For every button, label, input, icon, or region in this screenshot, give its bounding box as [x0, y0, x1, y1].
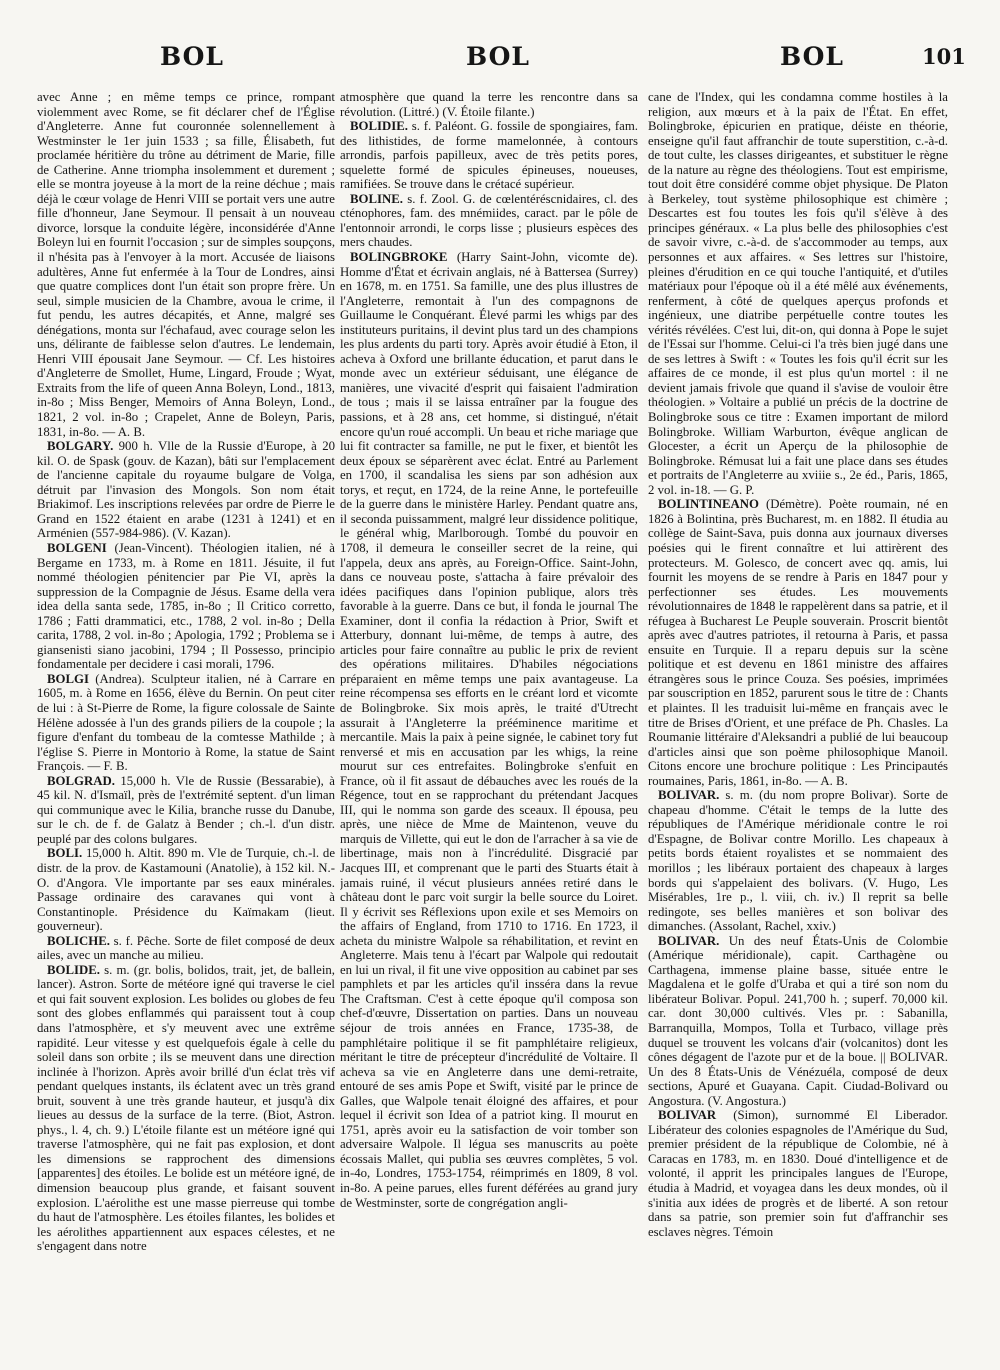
- entry-headword: BOLGI: [47, 671, 89, 686]
- entry-headword: BOLINE.: [350, 191, 403, 206]
- entry-text: s. m. (gr. bolis, bolidos, trait, jet, de ballein, lancer). Astron. Sorte de météore igné qui traverse le ciel et qui fait souvent explosion. Les bolides ou globes de feu sont des globes enflammés qui paraissent tout à coup dans l'atmosphère, et s'y meuvent avec une extrême rapidité. Leur vitesse y est quelquefois égale à celle du soleil dans son orbite ; ils se meuvent dans une direction inclinée à l'horizon. Après avoir brillé d'un éclat très vif pendant quelques instants, ils éclatent avec un très grand bruit, souvent à une très grande hauteur, et jusqu'à dix lieues au dessus de la surface de la terre. (Biot, Astron. phys., l. 4, ch. 9.) L'étoile filante est un météore igné qui traverse l'atmosphère, qui ne fait pas explosion, et dont les dimensions se rapprochent des dimensions [apparentes] des étoiles. Le bolide est un météore igné, de dimension beaucoup plus grande, et faisant souvent explosion. L'aérolithe est une masse pierreuse qui tombe du haut de l'atmosphère. Les étoiles filantes, les bolides et les aérolithes appartiennent aux espaces célestes, et ne s'engagent dans notre: [37, 962, 335, 1254]
- entry-text: s. m. (du nom propre Bolivar). Sorte de chapeau d'homme. C'était le temps de la lutte des républiques de l'Amérique méridionale contre le roi d'Espagne, de Bolivar contre Morillo. Les chapeaux à petits bords étaient royalistes et se nommaient des morillos ; les libéraux portaient des chapeaux à larges bords qui s'appelaient des bolivars. (V. Hugo, Les Misérables, 1re p., l. viii, ch. iv.) Il reprit sa belle redingote, ses belles manières et son bolivar des dimanches. (Assolant, Rachel, xxiv.): [648, 788, 948, 934]
- entry-headword: BOLGARY.: [47, 439, 114, 454]
- dictionary-entry: [37, 774, 335, 847]
- dictionary-entry: [340, 250, 638, 1210]
- dictionary-entry: [37, 541, 335, 672]
- entry-headword: BOLIVAR: [658, 1108, 717, 1123]
- column-middle: [340, 90, 638, 1352]
- column-right: [648, 90, 948, 1352]
- entry-text: s. f. Zool. G. de cœlentéréscnidaires, cl. des cténophores, fam. des mnémiides, caract. par le pôle de l'entonnoir arrondi, le corps lisse ; plusieurs espèces des mers chaudes.: [340, 191, 638, 250]
- entry-headword: BOLIVAR.: [658, 933, 720, 948]
- entry-headword: BOLGRAD.: [47, 773, 115, 788]
- entry-headword: BOLINTINEANO: [658, 497, 759, 512]
- entry-text: (Harry Saint-John, vicomte de). Homme d'État et écrivain anglais, né à Battersea (Surrey) en 1678, m. en 1751. Sa famille, une des plus illustres de l'Angleterre, remontait à l'un des compagnons de Guillaume le Conquérant. Élevé parmi les whigs par des instituteurs puritains, il devint plus tard un des champions les plus ardents du parti tory. Après avoir étudié à Eton, il acheva à Oxford une brillante éducation, et parut dans le monde avec un extérieur séduisant, une élégance de manières, une vivacité d'esprit qui faisaient l'admiration de tous ; mais il se laissa entraîner par la fougue des passions, et à 28 ans, cet homme, si distingué, n'était encore qu'un roué accompli. Un beau et riche mariage que lui fit contracter sa famille, ne put le fixer, et bientôt les deux époux se séparèrent avec éclat. Entré au Parlement en 1700, il scandalisa les siens par son adhésion aux torys, et reçut, en 1724, de la reine Anne, le portefeuille de la guerre dans le ministère Harley. Pendant quatre ans, il seconda puissamment, malgré leur dissidence politique, le général whig, Marlborough. Tombé du pouvoir en 1708, il demeura le conseiller secret de la reine, qui l'appela, deux ans après, au Foreign-Office. Saint-John, dans ce nouveau poste, s'attacha à faire prévaloir des idées pacifiques dans l'opinion publique, alors très favorable à la guerre. Dans ce but, il fonda le journal The Examiner, dont il confia la rédaction à Prior, Swift et Atterbury, donnant lui-même, de temps à autre, des articles pour faire connaître au public le prix de revient des opérations militaires. D'habiles négociations préparaient en même temps une paix avantageuse. La reine récompensa ses efforts en le créant lord et vicomte de Bolingbroke. Six mois après, le traité d'Utrecht assurait à l'Angleterre la prééminence maritime et mercantile. Mais la paix à peine signée, le cabinet tory fut renversé et mis en accusation par les whigs, la reine mourut sur ces entrefaites. Bolingbroke s'enfuit en France, où il fit assaut de débauches avec les roués de la Régence, tout en se rapprochant du prétendant Jacques III, qui le nomma son garde des sceaux. Il épousa, peu après, une nièce de Mme de Maintenon, veuve du marquis de Villette, qui eut le don de l'arracher à sa vie de libertinage, mais non à l'incrédulité. Disgracié par Jacques III, et comprenant que le parti des Stuarts était à jamais ruiné, il vécut plusieurs années retiré dans le château dont le parc voit surgir la belle source du Loiret. Il y écrivit ses Réflexions upon exile et ses Memoirs on the affairs of England, from 1710 to 1716. En 1723, il acheta du ministre Walpole sa réhabilitation, et revint en Angleterre. Mais tenu à l'écart par Walpole qui redoutait en lui un rival, il fit une vive opposition au cabinet par ses pamphlets et par les articles qu'il insséra dans la revue The Craftsman. C'est à cette époque qu'il composa son chef-d'œuvre, Dissertation on parties. Dans un nouveau séjour de trois années en France, 1735-38, de pamphlétaire politique il se fit pamphlétaire religieux, méritant le titre de précepteur d'incrédulité de Voltaire. Il acheva sa vie en Angleterre dans une demi-retraite, entouré de ses amis Pope et Swift, visité par le prince de Galles, que Walpole tenait éloigné des affaires, et pour lequel il écrivit son Idea of a patriot king. Il mourut en 1751, après avoir eu la satisfaction de voir tomber son adversaire Walpole. Il légua ses manuscrits au poète écossais Mallet, qui publia ses œuvres complètes, 5 vol. in-4o, Londres, 1753-1754, réimprimés en 1809, 8 vol. in-8o. A peine parues, elles furent déférées au grand jury de Westminster, sorte de congrégation angli-: [340, 250, 638, 1210]
- dictionary-entry: [37, 963, 335, 1254]
- dictionary-entry: [37, 846, 335, 933]
- entry-text: Un des neuf États-Unis de Colombie (Amérique méridionale), capit. Carthagène ou Carthagena, immense plaine basse, située entre le Magdalena et le golfe d'Uraba et qui a tiré son nom du libérateur Bolivar. Popul. 241,700 h. ; superf. 70,000 kil. car. dont 30,000 cultivés. Vles pr. : Sabanilla, Barranquilla, Mompos, Tolla et Turbaco, village près duquel se trouvent les volcans d'air (volcanitos) dont les cônes dégagent de l'azote pur et de la boue. || BOLIVAR. Un des 8 États-Unis de Vénézuéla, composé de deux sections, Apuré et Guayana. Capit. Ciudad-Bolivard ou Angostura. (V. Angostura.): [648, 933, 948, 1108]
- running-head-center: BOL: [466, 42, 530, 71]
- entry-text: (Simon), surnommé El Liberador. Libérateur des colonies espagnoles de l'Amérique du Sud, premier président de la république de Colombie, né à Caracas en 1783, m. en 1830. Doué d'intelligence et de volonté, il apprit les principales langues de l'Europe, étudia à Madrid, et voyagea dans les deux mondes, où il s'initia aux idées de progrès et de liberté. A son retour dans sa patrie, son premier soin fut d'affranchir ses esclaves nègres. Témoin: [648, 1108, 948, 1239]
- entry-text: (Jean-Vincent). Théologien italien, né à Bergame en 1733, m. à Rome en 1811. Jésuite, il fut nommé théologien pénitencier par Pie VI, après la suppression de la Compagnie de Jésus. Esame della vera idea della santa sede, 1785, in-8o ; Il Critico corretto, 1786 ; Fatti drammatici, etc., 1788, 2 vol. in-8o ; Della carita, 1788, 2 vol. in-8o ; Apologia, 1792 ; Problema se i giansenisti siano jacobini, 1794 ; Il Possesso, principio fondamentale per decidere i casi morali, 1796.: [37, 540, 335, 672]
- entry-headword: BOLIVAR.: [658, 788, 720, 803]
- dictionary-entry: [648, 90, 948, 497]
- entry-headword: BOLGENI: [47, 540, 107, 555]
- entry-text: 15,000 h. Altit. 890 m. Vle de Turquie, ch.-l. de distr. de la prov. de Kastamouni (Anatolie), à 152 kil. N.-O. d'Angora. Vle importante par ses eaux minérales. Passage ordinaire des caravanes qui vont à Constantinople. Présidence du Kaïmakam (lieut. gouverneur).: [37, 846, 335, 934]
- entry-text: (Démètre). Poète roumain, né en 1826 à Bolintina, près Bucharest, m. en 1882. Il étudia au collège de Saint-Sava, puis donna aux journaux diverses poésies qui le firent connaître et lui attirèrent des protecteurs. M. Golesco, de concert avec qq. amis, lui fournit les moyens de se rendre à Paris en 1847 pour y perfectionner ses études. Les mouvements révolutionnaires de 1848 le rappelèrent dans sa patrie, et il réfugea à Bucharest Le Peuple souverain. Proscrit bientôt après avec d'autres patriotes, il retourna à Paris, et passa ensuite en Turquie. Il a reparu depuis sur la scène politique et est devenu en 1861 ministre des affaires étrangères sous le prince Couza. Ses poésies, imprimées par souscription en 1852, parurent sous le titre de : Chants et plaintes. Il les traduisit lui-même en français avec le titre de Brises d'Orient, et une préface de Ph. Chasles. La Roumanie littéraire d'Aleksandri a publié de lui beaucoup d'articles ainsi que son poème philosophique Manoil. Citons encore une brochure politique : Les Principautés roumaines, Paris, 1861, in-8o. — A. B.: [648, 497, 948, 788]
- entry-text: atmosphère que quand la terre les rencontre dans sa révolution. (Littré.) (V. Étoile filante.): [340, 90, 638, 119]
- entry-text: s. f. Pêche. Sorte de filet composé de deux ailes, avec un manche au milieu.: [37, 933, 335, 963]
- dictionary-entry: [648, 1108, 948, 1239]
- entry-text: 900 h. Vlle de la Russie d'Europe, à 20 kil. O. de Spask (gouv. de Kazan), bâti sur l'emplacement de l'ancienne capitale du royaume bulgare de Volga, détruit par l'invasion des Mongols. Son nom était Briakimof. Les inscriptions relevées par ordre de Pierre le Grand en 1522 étaient en arabe (1231 à 1241) et en Arménien (557-984-986). (V. Kazan).: [37, 439, 335, 541]
- dictionary-entry: [340, 119, 638, 192]
- entry-headword: BOLICHE.: [47, 933, 110, 948]
- entry-headword: BOLIDIE.: [350, 119, 408, 134]
- column-left: [37, 90, 335, 1352]
- dictionary-entry: [648, 788, 948, 933]
- entry-text: (Andrea). Sculpteur italien, né à Carrare en 1605, m. à Rome en 1656, élève du Bernin. On peut citer de lui : à St-Pierre de Rome, la figure colossale de Sainte Hélène adossée à l'un des grands piliers de la coupole ; la figure d'enfant du tombeau de la comtesse Mathilde ; à l'église S. Pierre in Montorio à Rome, la statue de Saint François. — F. B.: [37, 671, 335, 774]
- entry-text: cane de l'Index, qui les condamna comme hostiles à la religion, aux mœurs et à la paix de l'État. En effet, Bolingbroke, épicurien en pratique, déiste en théorie, enseigne qu'il faut affranchir de toute superstition, c.-à-d. de tout culte, les classes dirigeantes, et substituer le règne de la nature au règne des théologiens. Tout est empirisme, tout doit être considéré comme objet physique. De Platon à Berkeley, tout système philosophique est chimère ; Descartes est fou toutes les fois qu'il s'élève à des principes généraux. « La plus belle des philosophies c'est de savoir vivre, c.-à-d. de s'accommoder au temps, aux personnes et aux affaires. « Ses lettres sur l'histoire, pleines d'érudition en ce qui touche l'antiquité, et d'utiles matériaux pour l'époque où il a été mêlé aux événements, renferment, à côté de quelques aperçus profonds et ingénieux, une diatribe perpétuelle contre toutes les vérités révélées. C'est lui, dit-on, qui donna à Pope le sujet de l'Essai sur l'homme. Celui-ci l'a très bien jugé dans une de ses lettres à Swift : « Toutes les fois qu'il écrit sur les affaires de ce monde, il est plus qu'un mortel : il ne devient jamais frivole que quand il s'avise de vouloir être théologien. » Voltaire a publié un précis de la doctrine de Bolingbroke sous ce titre : Examen important de milord Bolingbroke. William Warburton, évêque anglican de Glocester, a écrit un Aperçu de la philosophie de Bolingbroke. Rémusat lui a fait une place dans ses études et portraits de l'Angleterre au xviiie s., 2e éd., Paris, 1865, 2 vol. in-18. — G. P.: [648, 90, 948, 497]
- dictionary-entry: [648, 497, 948, 788]
- running-head-right: BOL: [780, 42, 844, 71]
- dictionary-entry: [340, 192, 638, 250]
- entry-text: s. f. Paléont. G. fossile de spongiaires, fam. des lithistides, de forme mamelonnée, à contours arrondis, parfois papilleux, avec de très petits pores, squelette formé de spicules épineuses, noueuses, ramifiées. Se trouve dans le crétacé supérieur.: [340, 119, 638, 192]
- dictionary-entry: [37, 439, 335, 541]
- running-head-left: BOL: [160, 42, 224, 71]
- dictionary-entry: [37, 672, 335, 774]
- entry-text: avec Anne ; en même temps ce prince, rompant violemment avec Rome, se fit déclarer chef de l'Église d'Angleterre. Anne fut couronnée solennellement à Westminster le 1er juin 1533 ; sa fille, Élisabeth, fut proclamée héritière du trône au détriment de Marie, fille de Catherine. Anne triompha insolemment et durement ; elle se montra joyeuse à la mort de la reine déchue ; mais déjà le cœur volage de Henri VIII se portait vers une autre fille d'honneur, Jane Seymour. Il pensait à un nouveau divorce, lorsque la conduite légère, inconsidérée d'Anne Boleyn lui en fournit l'occasion ; sur de simples soupçons, il n'hésita pas à l'envoyer à la mort. Accusée de liaisons adultères, Anne fut enfermée à la Tour de Londres, ainsi que quatre complices dont l'un était son propre frère. Un seul, simple musicien de la Chambre, avoua le crime, il fut pendu, les autres décapités, et Anne, malgré ses dénégations, monta sur l'échafaud, avec courage selon les uns, délirante de faiblesse selon d'autres. Le lendemain, Henri VIII épousait Jane Seymour. — Cf. Les histoires d'Angleterre de Smollet, Hume, Lingard, Froude ; Wyat, Extraits from the life of queen Anna Boleyn, Lond., 1813, in-8o ; Miss Benger, Memoirs of Anna Boleyn, Lond., 1821, 2 vol. in-8o ; Crapelet, Anne de Boleyn, Paris, 1831, in-8o. — A. B.: [37, 90, 335, 439]
- entry-headword: BOLIDE.: [47, 962, 100, 977]
- page-number: 101: [922, 44, 966, 69]
- entry-headword: BOLINGBROKE: [350, 250, 448, 265]
- dictionary-entry: [340, 90, 638, 119]
- entry-text: 15,000 h. Vle de Russie (Bessarabie), à 45 kil. N. d'Ismaïl, près de l'extrémité septent. d'un liman qui communique avec le Kilia, branche russe du Danube, sur le ch. de f. de Galatz à Bender ; ch.-l. d'un distr. peuplé par des colons bulgares.: [37, 773, 335, 846]
- entry-headword: BOLI.: [47, 846, 83, 861]
- dictionary-entry: [37, 90, 335, 439]
- dictionary-entry: [648, 934, 948, 1109]
- dictionary-entry: [37, 934, 335, 963]
